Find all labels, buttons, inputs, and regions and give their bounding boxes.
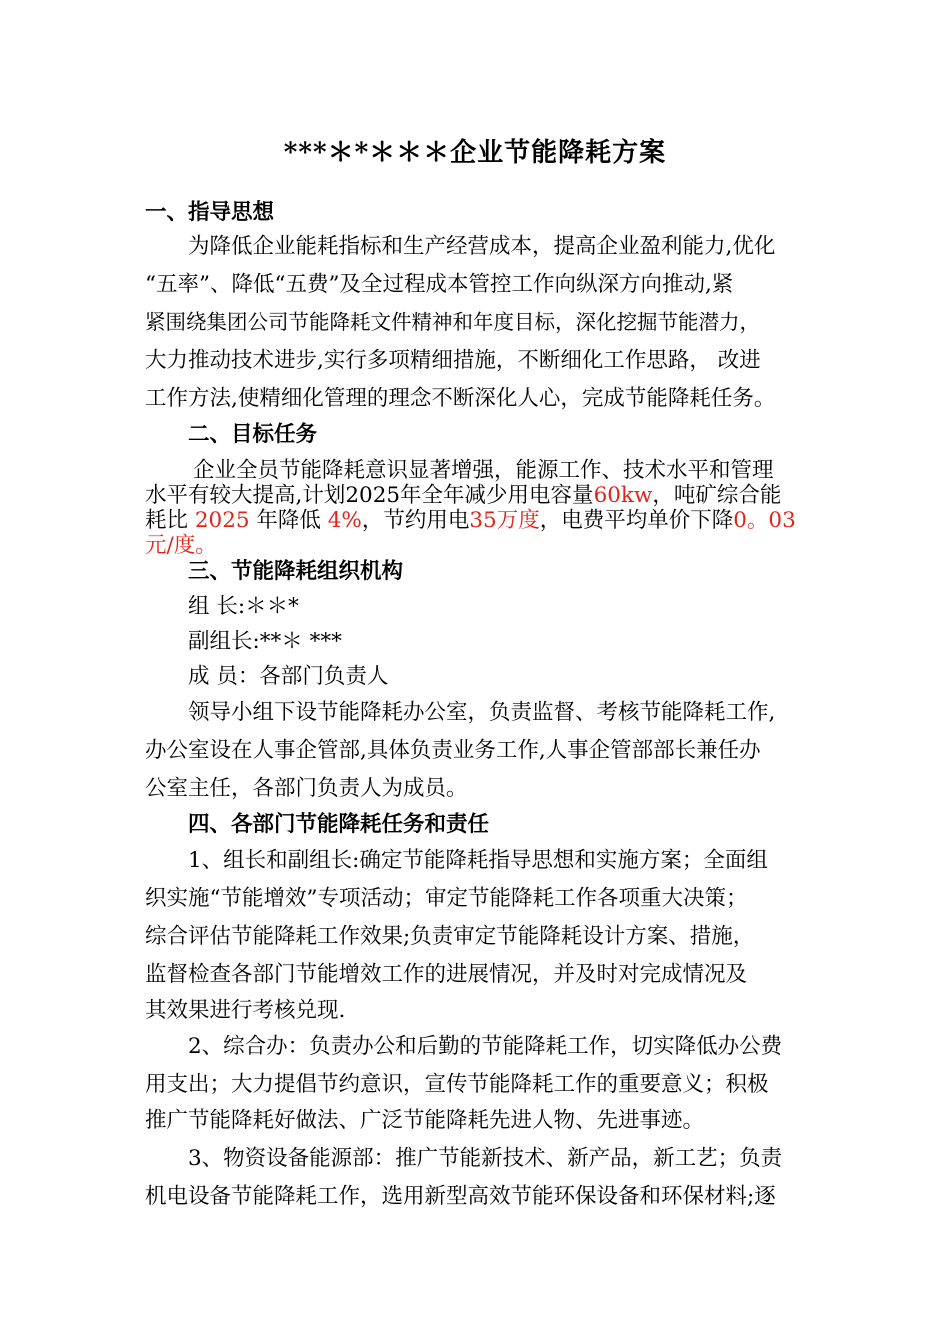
paragraph-line: 1、组长和副组长:确定节能降耗指导思想和实施方案；全面组: [188, 848, 768, 873]
highlight-capacity: 60kw: [593, 483, 653, 508]
org-deputy: 副组长:**＊ ***: [188, 629, 342, 654]
section-heading-guiding-ideology: 一、指导思想: [145, 200, 275, 225]
paragraph-line: 企业全员节能降耗意识显著增强，能源工作、技术水平和管理: [193, 458, 774, 483]
paragraph-line: 综合评估节能降耗工作效果;负责审定节能降耗设计方案、措施，: [145, 924, 755, 949]
paragraph-line: 办公室设在人事企管部,具体负责业务工作,人事企管部部长兼任办: [145, 738, 761, 763]
highlight-percent: 4%: [327, 508, 362, 533]
paragraph-line: 机电设备节能降耗工作，选用新型高效节能环保设备和环保材料;逐: [145, 1184, 776, 1209]
section-heading-target-tasks: 二、目标任务: [188, 422, 318, 447]
text-run: ，吨矿综合能: [652, 483, 782, 508]
paragraph-line: 其效果进行考核兑现.: [145, 998, 346, 1023]
document-title: ***＊*＊＊＊企业节能降耗方案: [283, 138, 667, 168]
paragraph-line: “五率”、降低“五费”及全过程成本管控工作向纵深方向推动,紧: [145, 272, 734, 297]
text-run: ，节约用电: [361, 508, 470, 533]
section-heading-organization: 三、节能降耗组织机构: [188, 559, 404, 584]
text-run: 耗比: [145, 508, 195, 533]
paragraph-line: 公室主任，各部门负责人为成员。: [145, 776, 468, 801]
section-heading-responsibilities: 四、各部门节能降耗任务和责任: [188, 812, 490, 837]
paragraph-line: 用支出；大力提倡节约意识，宣传节能降耗工作的重要意义；积极: [145, 1072, 769, 1097]
org-members: 成 员：各部门负责人: [188, 664, 389, 689]
paragraph-line: 为降低企业能耗指标和生产经营成本，提高企业盈利能力,优化: [188, 234, 776, 259]
text-run: ，电费平均单价下降: [539, 508, 734, 533]
paragraph-line: 领导小组下设节能降耗办公室，负责监督、考核节能降耗工作,: [188, 700, 776, 725]
highlight-savings: 35万度: [469, 508, 540, 533]
paragraph-line: 元/度。: [145, 533, 217, 558]
paragraph-line: 3、物资设备能源部：推广节能新技术、新产品，新工艺；负责: [188, 1146, 783, 1171]
highlight-year: 2025: [194, 508, 250, 533]
paragraph-line: 织实施“节能增效”专项活动；审定节能降耗工作各项重大决策；: [145, 886, 748, 911]
paragraph-line: 监督检查各部门节能增效工作的进展情况，并及时对完成情况及: [145, 962, 748, 987]
paragraph-line: 工作方法,使精细化管理的理念不断深化人心，完成节能降耗任务。: [145, 386, 776, 411]
paragraph-line: [145, 510, 825, 532]
paragraph-line: 紧围绕集团公司节能降耗文件精神和年度目标，深化挖掘节能潜力，: [145, 310, 760, 334]
paragraph-line: [145, 485, 825, 507]
text-run: 水平有较大提高,计划2025年全年减少用电容量: [145, 483, 594, 508]
text-run: 年降低: [249, 508, 328, 533]
org-leader: 组 长:＊＊*: [188, 594, 299, 619]
paragraph-line: 2、综合办：负责办公和后勤的节能降耗工作，切实降低办公费: [188, 1034, 783, 1059]
paragraph-line: 大力推动技术进步,实行多项精细措施，不断细化工作思路， 改进: [145, 348, 761, 373]
highlight-price: 0。03: [733, 508, 796, 533]
paragraph-line: 推广节能降耗好做法、广泛节能降耗先进人物、先进事迹。: [145, 1108, 705, 1133]
